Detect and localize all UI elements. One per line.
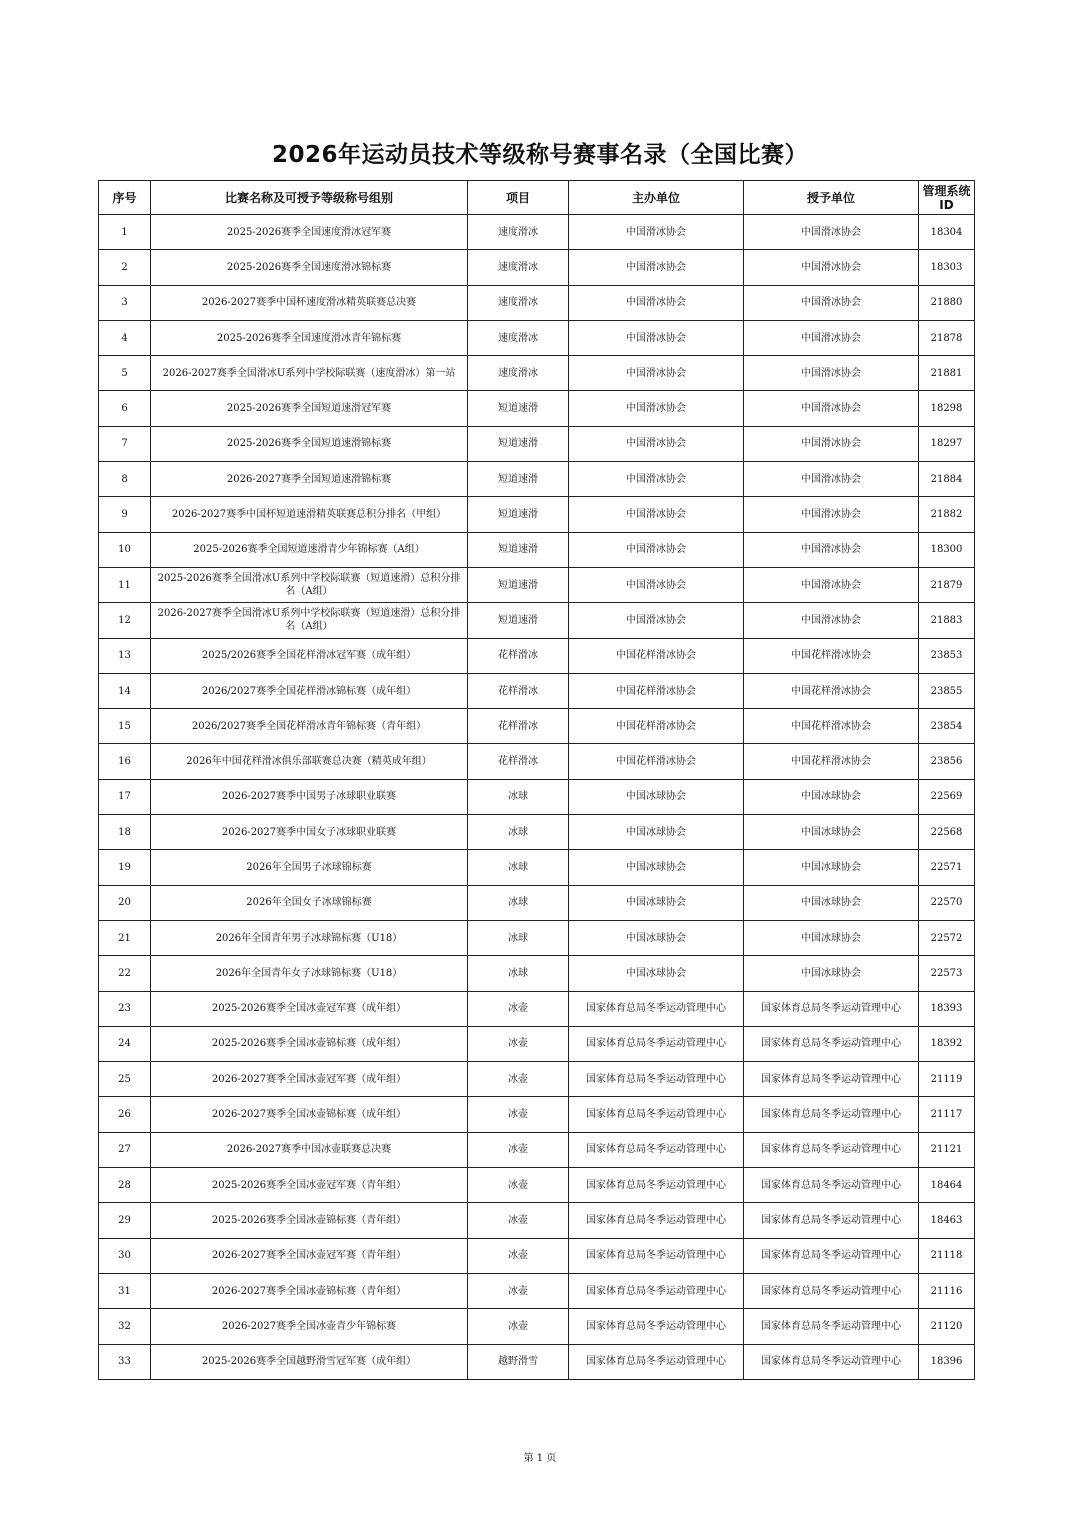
table-row bbox=[99, 1309, 975, 1344]
table-row bbox=[99, 1238, 975, 1273]
cell-organizer: 中国滑冰协会 bbox=[569, 320, 744, 355]
cell-awarding-body: 国家体育总局冬季运动管理中心 bbox=[744, 1168, 919, 1203]
cell-sport: 花样滑冰 bbox=[468, 709, 569, 744]
cell-index: 14 bbox=[99, 673, 151, 708]
table-row bbox=[99, 603, 975, 638]
cell-event-name: 2026-2027赛季全国滑冰U系列中学校际联赛（短道速滑）总积分排名（A组） bbox=[151, 603, 468, 638]
cell-organizer: 中国冰球协会 bbox=[569, 920, 744, 955]
table-row bbox=[99, 673, 975, 708]
cell-sport: 冰壶 bbox=[468, 991, 569, 1026]
cell-event-name: 2025-2026赛季全国速度滑冰锦标赛 bbox=[151, 250, 468, 285]
cell-index: 29 bbox=[99, 1203, 151, 1238]
cell-system-id: 22571 bbox=[919, 850, 975, 885]
cell-system-id: 21120 bbox=[919, 1309, 975, 1344]
cell-event-name: 2025-2026赛季全国冰壶锦标赛（青年组） bbox=[151, 1203, 468, 1238]
cell-organizer: 国家体育总局冬季运动管理中心 bbox=[569, 1238, 744, 1273]
cell-awarding-body: 中国滑冰协会 bbox=[744, 215, 919, 250]
cell-system-id: 18300 bbox=[919, 532, 975, 567]
cell-event-name: 2025-2026赛季全国速度滑冰青年锦标赛 bbox=[151, 320, 468, 355]
cell-event-name: 2026-2027赛季中国男子冰球职业联赛 bbox=[151, 779, 468, 814]
cell-index: 26 bbox=[99, 1097, 151, 1132]
cell-index: 6 bbox=[99, 391, 151, 426]
cell-awarding-body: 国家体育总局冬季运动管理中心 bbox=[744, 1309, 919, 1344]
cell-awarding-body: 中国冰球协会 bbox=[744, 956, 919, 991]
cell-index: 7 bbox=[99, 426, 151, 461]
cell-awarding-body: 国家体育总局冬季运动管理中心 bbox=[744, 1273, 919, 1308]
cell-event-name: 2026年全国青年女子冰球锦标赛（U18） bbox=[151, 956, 468, 991]
cell-event-name: 2025-2026赛季全国速度滑冰冠军赛 bbox=[151, 215, 468, 250]
table-row bbox=[99, 885, 975, 920]
page-number: 第 1 页 bbox=[523, 1453, 557, 1464]
cell-event-name: 2026-2027赛季中国女子冰球职业联赛 bbox=[151, 815, 468, 850]
cell-awarding-body: 中国冰球协会 bbox=[744, 885, 919, 920]
header-sport: 项目 bbox=[468, 181, 569, 215]
cell-sport: 冰壶 bbox=[468, 1097, 569, 1132]
cell-sport: 花样滑冰 bbox=[468, 673, 569, 708]
cell-index: 10 bbox=[99, 532, 151, 567]
cell-organizer: 中国花样滑冰协会 bbox=[569, 638, 744, 673]
cell-index: 33 bbox=[99, 1344, 151, 1379]
cell-event-name: 2025-2026赛季全国短道速滑冠军赛 bbox=[151, 391, 468, 426]
cell-event-name: 2025-2026赛季全国短道速滑青少年锦标赛（A组） bbox=[151, 532, 468, 567]
cell-system-id: 18304 bbox=[919, 215, 975, 250]
cell-awarding-body: 中国冰球协会 bbox=[744, 850, 919, 885]
cell-sport: 冰壶 bbox=[468, 1238, 569, 1273]
cell-event-name: 2026-2027赛季中国杯速度滑冰精英联赛总决赛 bbox=[151, 285, 468, 320]
cell-system-id: 21884 bbox=[919, 462, 975, 497]
header-index: 序号 bbox=[99, 181, 151, 215]
cell-event-name: 2025-2026赛季全国越野滑雪冠军赛（成年组） bbox=[151, 1344, 468, 1379]
header-system-id: 管理系统ID bbox=[919, 181, 975, 215]
table-row bbox=[99, 285, 975, 320]
table-row bbox=[99, 920, 975, 955]
cell-awarding-body: 中国冰球协会 bbox=[744, 920, 919, 955]
cell-system-id: 21116 bbox=[919, 1273, 975, 1308]
cell-index: 5 bbox=[99, 356, 151, 391]
table-row bbox=[99, 1062, 975, 1097]
cell-sport: 冰壶 bbox=[468, 1026, 569, 1061]
header-organizer: 主办单位 bbox=[569, 181, 744, 215]
table-row bbox=[99, 462, 975, 497]
cell-awarding-body: 中国滑冰协会 bbox=[744, 250, 919, 285]
page-title: 2026年运动员技术等级称号赛事名录（全国比赛） bbox=[271, 142, 808, 168]
cell-organizer: 中国花样滑冰协会 bbox=[569, 673, 744, 708]
cell-system-id: 21882 bbox=[919, 497, 975, 532]
cell-system-id: 18464 bbox=[919, 1168, 975, 1203]
cell-system-id: 21117 bbox=[919, 1097, 975, 1132]
cell-sport: 冰壶 bbox=[468, 1203, 569, 1238]
cell-system-id: 21119 bbox=[919, 1062, 975, 1097]
cell-event-name: 2026年全国青年男子冰球锦标赛（U18） bbox=[151, 920, 468, 955]
table-row bbox=[99, 850, 975, 885]
cell-sport: 冰球 bbox=[468, 850, 569, 885]
cell-awarding-body: 中国滑冰协会 bbox=[744, 320, 919, 355]
cell-organizer: 中国滑冰协会 bbox=[569, 250, 744, 285]
table-row bbox=[99, 1026, 975, 1061]
cell-index: 23 bbox=[99, 991, 151, 1026]
cell-system-id: 21879 bbox=[919, 567, 975, 602]
cell-awarding-body: 国家体育总局冬季运动管理中心 bbox=[744, 1238, 919, 1273]
cell-sport: 冰球 bbox=[468, 779, 569, 814]
cell-index: 22 bbox=[99, 956, 151, 991]
table-row bbox=[99, 1273, 975, 1308]
cell-organizer: 中国冰球协会 bbox=[569, 815, 744, 850]
cell-system-id: 21121 bbox=[919, 1132, 975, 1167]
cell-awarding-body: 中国滑冰协会 bbox=[744, 426, 919, 461]
cell-index: 15 bbox=[99, 709, 151, 744]
cell-sport: 冰壶 bbox=[468, 1168, 569, 1203]
cell-event-name: 2025-2026赛季全国短道速滑锦标赛 bbox=[151, 426, 468, 461]
cell-sport: 短道速滑 bbox=[468, 462, 569, 497]
cell-event-name: 2026/2027赛季全国花样滑冰锦标赛（成年组） bbox=[151, 673, 468, 708]
cell-index: 11 bbox=[99, 567, 151, 602]
cell-organizer: 中国滑冰协会 bbox=[569, 462, 744, 497]
cell-awarding-body: 中国滑冰协会 bbox=[744, 285, 919, 320]
cell-index: 31 bbox=[99, 1273, 151, 1308]
header-event-name: 比赛名称及可授予等级称号组别 bbox=[151, 181, 468, 215]
cell-awarding-body: 中国冰球协会 bbox=[744, 779, 919, 814]
cell-organizer: 中国冰球协会 bbox=[569, 779, 744, 814]
cell-organizer: 中国滑冰协会 bbox=[569, 603, 744, 638]
cell-event-name: 2026-2027赛季全国冰壶冠军赛（青年组） bbox=[151, 1238, 468, 1273]
table-row bbox=[99, 215, 975, 250]
header-awarding-body: 授予单位 bbox=[744, 181, 919, 215]
cell-organizer: 中国滑冰协会 bbox=[569, 215, 744, 250]
cell-awarding-body: 中国滑冰协会 bbox=[744, 462, 919, 497]
cell-index: 2 bbox=[99, 250, 151, 285]
cell-awarding-body: 中国滑冰协会 bbox=[744, 356, 919, 391]
cell-index: 32 bbox=[99, 1309, 151, 1344]
cell-system-id: 21881 bbox=[919, 356, 975, 391]
cell-system-id: 18393 bbox=[919, 991, 975, 1026]
cell-system-id: 22573 bbox=[919, 956, 975, 991]
cell-sport: 冰壶 bbox=[468, 1132, 569, 1167]
cell-index: 21 bbox=[99, 920, 151, 955]
cell-awarding-body: 中国花样滑冰协会 bbox=[744, 638, 919, 673]
cell-event-name: 2025-2026赛季全国冰壶冠军赛（成年组） bbox=[151, 991, 468, 1026]
cell-index: 30 bbox=[99, 1238, 151, 1273]
table-body bbox=[99, 215, 975, 1380]
cell-sport: 速度滑冰 bbox=[468, 215, 569, 250]
cell-organizer: 中国滑冰协会 bbox=[569, 532, 744, 567]
cell-organizer: 中国滑冰协会 bbox=[569, 567, 744, 602]
cell-sport: 冰壶 bbox=[468, 1309, 569, 1344]
cell-sport: 速度滑冰 bbox=[468, 285, 569, 320]
cell-event-name: 2026/2027赛季全国花样滑冰青年锦标赛（青年组） bbox=[151, 709, 468, 744]
table-row bbox=[99, 250, 975, 285]
cell-sport: 速度滑冰 bbox=[468, 356, 569, 391]
cell-index: 24 bbox=[99, 1026, 151, 1061]
cell-index: 20 bbox=[99, 885, 151, 920]
cell-event-name: 2025-2026赛季全国冰壶冠军赛（青年组） bbox=[151, 1168, 468, 1203]
cell-organizer: 中国花样滑冰协会 bbox=[569, 709, 744, 744]
cell-organizer: 中国冰球协会 bbox=[569, 885, 744, 920]
cell-sport: 冰球 bbox=[468, 885, 569, 920]
cell-system-id: 21878 bbox=[919, 320, 975, 355]
table-row bbox=[99, 638, 975, 673]
cell-system-id: 18298 bbox=[919, 391, 975, 426]
table-row bbox=[99, 356, 975, 391]
cell-sport: 冰球 bbox=[468, 920, 569, 955]
cell-awarding-body: 国家体育总局冬季运动管理中心 bbox=[744, 1132, 919, 1167]
cell-sport: 短道速滑 bbox=[468, 603, 569, 638]
cell-system-id: 23853 bbox=[919, 638, 975, 673]
table-row bbox=[99, 1132, 975, 1167]
cell-awarding-body: 中国冰球协会 bbox=[744, 815, 919, 850]
table-row bbox=[99, 497, 975, 532]
table-row bbox=[99, 1168, 975, 1203]
cell-index: 25 bbox=[99, 1062, 151, 1097]
cell-organizer: 国家体育总局冬季运动管理中心 bbox=[569, 991, 744, 1026]
cell-index: 9 bbox=[99, 497, 151, 532]
cell-event-name: 2026-2027赛季全国短道速滑锦标赛 bbox=[151, 462, 468, 497]
cell-sport: 短道速滑 bbox=[468, 391, 569, 426]
table-row bbox=[99, 991, 975, 1026]
cell-organizer: 国家体育总局冬季运动管理中心 bbox=[569, 1097, 744, 1132]
cell-organizer: 国家体育总局冬季运动管理中心 bbox=[569, 1203, 744, 1238]
cell-event-name: 2026年全国男子冰球锦标赛 bbox=[151, 850, 468, 885]
cell-awarding-body: 国家体育总局冬季运动管理中心 bbox=[744, 1026, 919, 1061]
cell-organizer: 国家体育总局冬季运动管理中心 bbox=[569, 1062, 744, 1097]
cell-index: 1 bbox=[99, 215, 151, 250]
cell-index: 12 bbox=[99, 603, 151, 638]
cell-organizer: 中国花样滑冰协会 bbox=[569, 744, 744, 779]
cell-system-id: 21118 bbox=[919, 1238, 975, 1273]
cell-sport: 短道速滑 bbox=[468, 426, 569, 461]
cell-organizer: 国家体育总局冬季运动管理中心 bbox=[569, 1132, 744, 1167]
table-row bbox=[99, 532, 975, 567]
cell-awarding-body: 中国花样滑冰协会 bbox=[744, 744, 919, 779]
cell-system-id: 23854 bbox=[919, 709, 975, 744]
cell-organizer: 中国滑冰协会 bbox=[569, 285, 744, 320]
cell-organizer: 中国冰球协会 bbox=[569, 956, 744, 991]
cell-event-name: 2025/2026赛季全国花样滑冰冠军赛（成年组） bbox=[151, 638, 468, 673]
table-row bbox=[99, 779, 975, 814]
cell-index: 18 bbox=[99, 815, 151, 850]
cell-organizer: 中国冰球协会 bbox=[569, 850, 744, 885]
cell-organizer: 中国滑冰协会 bbox=[569, 497, 744, 532]
cell-sport: 短道速滑 bbox=[468, 497, 569, 532]
table-header bbox=[99, 181, 975, 215]
cell-event-name: 2025-2026赛季全国滑冰U系列中学校际联赛（短道速滑）总积分排名（A组） bbox=[151, 567, 468, 602]
cell-awarding-body: 国家体育总局冬季运动管理中心 bbox=[744, 1097, 919, 1132]
cell-index: 4 bbox=[99, 320, 151, 355]
cell-event-name: 2025-2026赛季全国冰壶锦标赛（成年组） bbox=[151, 1026, 468, 1061]
cell-sport: 短道速滑 bbox=[468, 532, 569, 567]
cell-awarding-body: 中国滑冰协会 bbox=[744, 391, 919, 426]
table-row bbox=[99, 815, 975, 850]
cell-sport: 冰壶 bbox=[468, 1062, 569, 1097]
cell-index: 27 bbox=[99, 1132, 151, 1167]
cell-organizer: 中国滑冰协会 bbox=[569, 426, 744, 461]
cell-sport: 越野滑雪 bbox=[468, 1344, 569, 1379]
cell-organizer: 国家体育总局冬季运动管理中心 bbox=[569, 1168, 744, 1203]
header-row bbox=[99, 181, 975, 215]
table-row bbox=[99, 426, 975, 461]
cell-awarding-body: 国家体育总局冬季运动管理中心 bbox=[744, 991, 919, 1026]
cell-sport: 花样滑冰 bbox=[468, 744, 569, 779]
cell-sport: 速度滑冰 bbox=[468, 320, 569, 355]
cell-event-name: 2026-2027赛季全国冰壶青少年锦标赛 bbox=[151, 1309, 468, 1344]
cell-event-name: 2026-2027赛季全国冰壶锦标赛（成年组） bbox=[151, 1097, 468, 1132]
table-row bbox=[99, 956, 975, 991]
cell-system-id: 22569 bbox=[919, 779, 975, 814]
table-row bbox=[99, 709, 975, 744]
cell-organizer: 中国滑冰协会 bbox=[569, 391, 744, 426]
table-row bbox=[99, 320, 975, 355]
cell-event-name: 2026年中国花样滑冰俱乐部联赛总决赛（精英成年组） bbox=[151, 744, 468, 779]
cell-sport: 冰球 bbox=[468, 815, 569, 850]
table-row bbox=[99, 1203, 975, 1238]
cell-event-name: 2026-2027赛季中国冰壶联赛总决赛 bbox=[151, 1132, 468, 1167]
cell-organizer: 国家体育总局冬季运动管理中心 bbox=[569, 1026, 744, 1061]
cell-system-id: 21880 bbox=[919, 285, 975, 320]
cell-organizer: 国家体育总局冬季运动管理中心 bbox=[569, 1309, 744, 1344]
cell-sport: 冰壶 bbox=[468, 1273, 569, 1308]
cell-event-name: 2026-2027赛季全国冰壶冠军赛（成年组） bbox=[151, 1062, 468, 1097]
cell-index: 16 bbox=[99, 744, 151, 779]
cell-awarding-body: 中国滑冰协会 bbox=[744, 497, 919, 532]
cell-index: 13 bbox=[99, 638, 151, 673]
cell-system-id: 22570 bbox=[919, 885, 975, 920]
cell-organizer: 国家体育总局冬季运动管理中心 bbox=[569, 1273, 744, 1308]
cell-index: 3 bbox=[99, 285, 151, 320]
table-row bbox=[99, 744, 975, 779]
cell-event-name: 2026-2027赛季中国杯短道速滑精英联赛总积分排名（甲组） bbox=[151, 497, 468, 532]
cell-awarding-body: 中国花样滑冰协会 bbox=[744, 673, 919, 708]
cell-system-id: 23855 bbox=[919, 673, 975, 708]
cell-system-id: 21883 bbox=[919, 603, 975, 638]
cell-event-name: 2026年全国女子冰球锦标赛 bbox=[151, 885, 468, 920]
cell-index: 28 bbox=[99, 1168, 151, 1203]
cell-system-id: 22572 bbox=[919, 920, 975, 955]
cell-sport: 短道速滑 bbox=[468, 567, 569, 602]
table-row bbox=[99, 1097, 975, 1132]
cell-organizer: 国家体育总局冬季运动管理中心 bbox=[569, 1344, 744, 1379]
cell-system-id: 18463 bbox=[919, 1203, 975, 1238]
cell-sport: 花样滑冰 bbox=[468, 638, 569, 673]
cell-event-name: 2026-2027赛季全国冰壶锦标赛（青年组） bbox=[151, 1273, 468, 1308]
cell-system-id: 18297 bbox=[919, 426, 975, 461]
table-row bbox=[99, 567, 975, 602]
cell-awarding-body: 中国滑冰协会 bbox=[744, 603, 919, 638]
cell-organizer: 中国滑冰协会 bbox=[569, 356, 744, 391]
cell-index: 19 bbox=[99, 850, 151, 885]
cell-system-id: 22568 bbox=[919, 815, 975, 850]
table-row bbox=[99, 1344, 975, 1379]
cell-awarding-body: 国家体育总局冬季运动管理中心 bbox=[744, 1203, 919, 1238]
cell-awarding-body: 中国滑冰协会 bbox=[744, 567, 919, 602]
cell-awarding-body: 中国花样滑冰协会 bbox=[744, 709, 919, 744]
cell-system-id: 18303 bbox=[919, 250, 975, 285]
cell-index: 17 bbox=[99, 779, 151, 814]
cell-system-id: 18396 bbox=[919, 1344, 975, 1379]
cell-system-id: 23856 bbox=[919, 744, 975, 779]
cell-sport: 冰球 bbox=[468, 956, 569, 991]
cell-index: 8 bbox=[99, 462, 151, 497]
cell-event-name: 2026-2027赛季全国滑冰U系列中学校际联赛（速度滑冰）第一站 bbox=[151, 356, 468, 391]
event-table bbox=[98, 180, 975, 1380]
cell-system-id: 18392 bbox=[919, 1026, 975, 1061]
table-row bbox=[99, 391, 975, 426]
cell-awarding-body: 中国滑冰协会 bbox=[744, 532, 919, 567]
cell-sport: 速度滑冰 bbox=[468, 250, 569, 285]
cell-awarding-body: 国家体育总局冬季运动管理中心 bbox=[744, 1344, 919, 1379]
cell-awarding-body: 国家体育总局冬季运动管理中心 bbox=[744, 1062, 919, 1097]
